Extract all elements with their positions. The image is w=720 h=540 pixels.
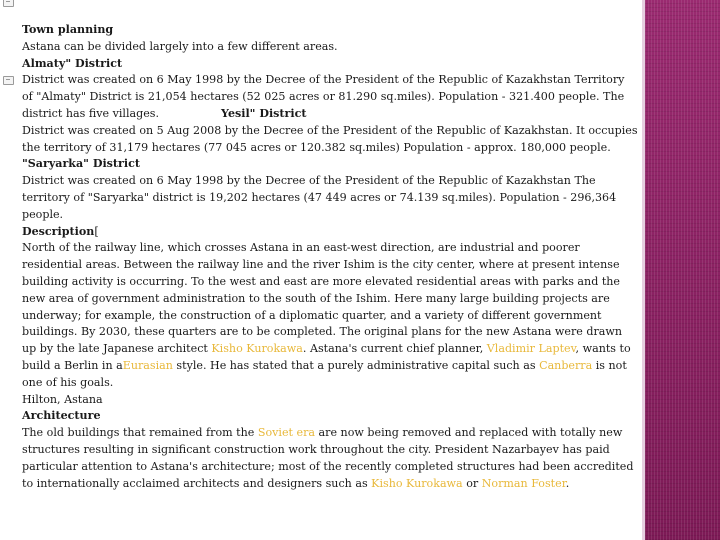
desc-part-1: North of the railway line, which crosses Astana in an east-west direction, are industrial and poorer residential areas. Between the railway line and the river Ishim is the city center, where at present intense building activity is occurring. To the west and east are more elevated residential areas with parks and the new area of government administration to the south of the Ishim. Here many large building projects are underway; for example, the construction of a diplomatic quarter, and a variety of different government buildings. By 2030, these quarters are to be completed. The original plans for the new Astana were drawn up by the late Japanese architect bbox=[22, 241, 623, 356]
decorative-side-band bbox=[642, 0, 720, 540]
almaty-paragraph bbox=[22, 72, 638, 122]
desc-part-2: . Astana's current chief planner, bbox=[302, 342, 487, 356]
arch-part-4: . bbox=[565, 476, 570, 490]
description-paragraph bbox=[22, 240, 638, 391]
hilton-caption: Hilton, Astana bbox=[22, 392, 103, 406]
bullet-icon-top bbox=[3, 0, 14, 7]
link-kisho-kurokawa[interactable]: Kisho Kurokawa bbox=[211, 342, 303, 356]
description-heading: Description bbox=[22, 224, 95, 238]
link-vladimir-laptev[interactable]: Vladimir Laptev bbox=[486, 342, 576, 356]
yesil-heading: Yesil" District bbox=[221, 106, 307, 120]
arch-part-2: are now being removed and replaced with totally new structures resulting in significant construction work throughout the city. President Nazarbayev has paid particular attention to Astana's architecture; most of the recently completed structures had been accredited to internationally acclaimed architects and designers such as bbox=[22, 426, 634, 490]
link-eurasian[interactable]: Eurasian bbox=[122, 358, 173, 372]
link-kisho-kurokawa-2[interactable]: Kisho Kurokawa bbox=[371, 476, 463, 490]
saryarka-paragraph: District was created on 6 May 1998 by the Decree of the President of the Republic of Kazakhstan The territory of "Saryarka" district is 19,202 hectares (47 449 acres or 74.139 sq.miles). Population - 296,364 people. bbox=[22, 174, 617, 221]
architecture-heading: Architecture bbox=[22, 409, 101, 423]
arch-part-3: or bbox=[462, 476, 482, 490]
saryarka-heading: "Saryarka" District bbox=[22, 157, 140, 171]
description-bracket: [ bbox=[94, 224, 99, 238]
intro-text: Astana can be divided largely into a few different areas. bbox=[22, 39, 338, 53]
desc-part-4: style. He has stated that a purely administrative capital such as bbox=[172, 358, 540, 372]
desc-part-5: is not one of his goals. bbox=[22, 358, 627, 389]
yesil-paragraph: District was created on 5 Aug 2008 by the Decree of the President of the Republic of Kazakhstan. It occupies the territory of 31,179 hectares (77 045 acres or 120.382 sq.miles) Population - approx. 180,000 people. bbox=[22, 123, 638, 154]
bullet-icon-second bbox=[3, 76, 14, 85]
desc-part-3: , wants to build a Berlin in a bbox=[22, 342, 631, 372]
description-heading-line bbox=[22, 224, 638, 241]
link-canberra[interactable]: Canberra bbox=[539, 358, 593, 372]
architecture-paragraph bbox=[22, 425, 638, 492]
almaty-heading: Almaty" District bbox=[22, 56, 123, 70]
document-body bbox=[22, 22, 638, 492]
arch-part-1: The old buildings that remained from the bbox=[22, 426, 258, 440]
almaty-body: District was created on 6 May 1998 by the Decree of the President of the Republic of Kazakhstan Territory of "Almaty" District is 21,054 hectares (52 025 acres or 81.290 sq.miles). Population - 321.400 people. The district has five villages. bbox=[22, 73, 625, 120]
town-planning-heading: Town planning bbox=[22, 23, 114, 36]
link-norman-foster[interactable]: Norman Foster bbox=[481, 476, 566, 490]
link-soviet-era[interactable]: Soviet era bbox=[257, 426, 316, 440]
